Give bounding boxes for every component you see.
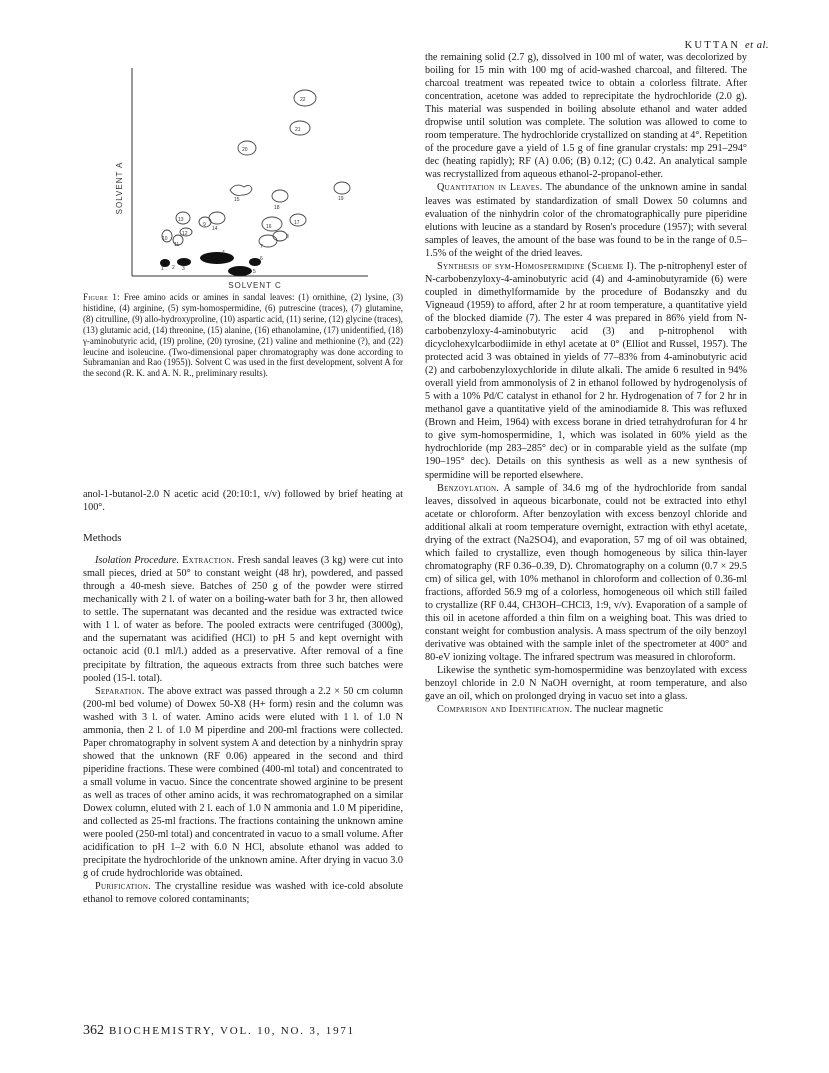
spot-3 [177,258,191,266]
likewise-paragraph: Likewise the synthetic sym-homospermidine was benzoylated with excess benzoyl chloride in 2.0 N NaOH overnight, at room temperature, and also gave an oil, which on prolonged drying in vacuo set into a glass. [425,665,747,703]
spot-label-12: 12 [182,231,188,237]
spot-label-18: 18 [274,205,280,211]
spot-label-13: 13 [178,217,184,223]
spot-label-22: 22 [300,97,306,103]
figure-caption [83,292,403,379]
spot-label-15: 15 [234,197,240,203]
spot-label-8: 8 [286,234,289,240]
page-footer [83,1023,355,1039]
page-number: 362 [83,1023,104,1038]
spot-label-9: 9 [203,222,206,228]
spot-label-3: 3 [182,266,185,272]
extraction-paragraph: Isolation Procedure. Extraction. Fresh sandal leaves (3 kg) were cut into small pieces, dried at 50° to constant weight (48 hr), powdered, and passed through a 40-mesh sieve. Batches of 250 g of the powder were stirred mechanically with 2 l. of water on a boiling-water bath for 3 hr, then allowed to settle. The supernatant was decanted and the residue was extracted twice with 1 l. of water as before. The pooled extracts were centrifuged (3000g), and the supernatant was acidified (HCl) to pH 5 and kept overnight with octanoic acid (0.1 ml/l.) added as a preservative. After removal of a fine precipitate by filtration, the aqueous extracts from three such batches were pooled (15-l. total). [83,555,404,684]
spot-label-17: 17 [294,220,300,226]
spot-8 [273,231,287,241]
spot-label-19: 19 [338,196,344,202]
journal-line: BIOCHEMISTRY, VOL. 10, NO. 3, 1971 [109,1025,355,1037]
spot-label-16: 16 [266,224,272,230]
y-axis-label: SOLVENT A [115,161,124,215]
spot-label-11: 11 [174,242,180,248]
spot-15 [230,185,252,195]
quantitation-paragraph: Quantitation in Leaves. The abundance of the unknown amine in sandal leaves was estimated by standardization of small Dowex 50 columns and evaluation of the ninhydrin color of the chromatographically pure piperidine elutions with leucine as a standard by Rosen's procedure (1957); with several samples of leaves, the amount of the base was found to be in the range of 0.5–1.5% of the weight of the dried leaves. [425,182,747,259]
spot-label-7: 7 [260,244,263,250]
chromatogram-figure [110,58,380,293]
spot-4 [200,252,234,264]
comparison-paragraph: Comparison and Identification. The nuclear magnetic [437,704,664,716]
spot-16 [262,217,282,231]
methods-heading: Methods [83,532,122,545]
caption-text: Free amino acids or amines in sandal leaves: (1) ornithine, (2) lysine, (3) histidine, (4) arginine, (5) sym-homospermidine, (6) putrescine (traces), (7) glutamine, (8) citrulline, (9) allo-hydroxyproline, (10) aspartic acid, (11) serine, (12) glycine (traces), (13) glutamic acid, (14) threonine, (15) alanine, (16) ethanolamine, (17) unidentified, (18) γ-aminobutyric acid, (19) proline, (20) tyrosine, (21) valine and methionine (?), and (22) leucine and isoleucine. (Two-dimensional paper chromatography was done according to Subramanian and Rao (1955)). Solvent C was used in the first development, solvent A for the second (R. K. and A. N. R., preliminary results). [83,292,404,379]
benzoylation-paragraph: Benzoylation. A sample of 34.6 mg of the hydrochloride from sandal leaves, dissolved in aqueous bicarbonate, could not be extracted into ethyl acetate or chloroform. After benzoylation with excess benzoyl chloride and additional alkali at room temperature overnight, extraction with ethyl acetate, drying of the extract (Na2SO4), and evaporation, 57 mg of oil was obtained, which failed to crystallize, even though homogeneous by silica thin-layer chromatography (RF 0.36–0.39, D). Chromatography on a column (0.7 × 29.5 cm) of silica gel, with 10% methanol in chloroform and collection of 0.36-ml fractions, afforded 56.9 mg of a colorless, homogeneous oil which still failed to crystallize (RF 0.44, CH3OH–CHCl3, 1:9, v/v). Evaporation of a sample of this oil in acetone afforded a thin film on a weighing boat. This was dried to constant weight for combustion analysis. A mass spectrum of the oily benzoyl derivative was obtained with the sample inlet of the spectrometer at 400° and 80-eV ionizing voltage. The infrared spectrum was measured in chloroform. [425,482,748,664]
carryover-paragraph: anol-1-butanol-2.0 N acetic acid (20:10:1, v/v) followed by brief heating at 100°. [83,489,403,514]
spot-label-14: 14 [212,226,218,232]
spot-18 [272,190,288,202]
spot-label-10: 10 [162,236,168,242]
purification-paragraph: Purification. The crystalline residue was washed with ice-cold absolute ethanol to remove colored contaminants; [83,881,403,906]
charcoal-paragraph: the remaining solid (2.7 g), dissolved in 100 ml of water, was decolorized by boiling for 15 min with 100 mg of acid-washed charcoal, and filtered. The charcoal treatment was repeated twice to obtain a colorless filtrate. After concentration, acetone was added to reprecipitate the hydrochloride (2.0 g). This material was suspended in boiling absolute ethanol and water added dropwise until solution was complete. The solution was allowed to come to room temperature. The hydrochloride crystallized on standing at 4°. Repetition of the procedure gave a yield of 1.5 g of fine granular crystals: mp 291–294° dec (heating rapidly); RF (A) 0.06; (B) 0.12; (C) 0.42. An analytical sample was recrystallized from aqueous ethanol-2-propanol-ether. [425,52,747,181]
left-column [83,488,403,906]
caption-label: Figure 1: [83,292,120,302]
spot-label-2: 2 [172,265,175,271]
spot-label-20: 20 [242,147,248,153]
right-column [425,51,747,716]
synthesis-paragraph: Synthesis of sym-Homospermidine (Scheme I). The p-nitrophenyl ester of N-carbobenzyloxy-4-aminobutyric acid (4) and 4-aminobutyramide (6) were coupled in dimethylformamide by the procedure of Bodanszky and du Vigneaud (1959) to afford, after 2 hr at room temperature, a quantitative yield of the blocked diamide (7). The ester 4 was prepared in 86% yield from N-carbobenzyloxy-4-aminobutyric acid (3) and p-nitrophenol with dicyclohexylcarbodiimide in ethyl acetate at 0° (Elliot and Russel, 1957). The protected acid 3 was obtained in yields of 77–83% from 4-aminobutyric acid (2) and carbobenzyloxychloride in dilute alkali. The amide 6 resulted in 94% overall yield from ammonolysis of 2 in ethanol followed by hydrogenolysis of 5 with a 10% Pd/C catalyst in ethanol for 2 hr. Hydrogenation of 7 for 2 hr in methanol gave a quantitative yield of the aminodiamide 8. This was refluxed (Brown and Heim, 1964) with excess borane in dried tetrahydrofuran for 4 hr to give sym-homospermidine, 1, which was isolated in 60% yield as the hydrochloride (mp 283–285° dec) or in comparable yield as the sulfate (mp 190–195° dec). Details on this synthesis as well as a new synthesis of spermidine will be reported elsewhere. [425,260,747,481]
spot-19 [334,182,350,194]
spot-label-1: 1 [161,266,164,272]
spot-label-6: 6 [260,256,263,262]
spot-label-4: 4 [222,250,225,256]
spot-5 [228,266,252,276]
spot-label-5: 5 [253,269,256,275]
x-axis-label: SOLVENT C [228,281,282,290]
separation-paragraph: Separation. The above extract was passed through a 2.2 × 50 cm column (200-ml bed volume) of Dowex 50-X8 (H+ form) resin and the column was washed with 3 l. of water. Amino acids were eluted with 1 l. of 1.0 N ammonia, then 2 l. of 1.0 M piperdine and 200-ml fractions were collected. Paper chromatography in solvent system A and detection by a ninhydrin spray showed that the unknown (RF 0.06) appeared in the second and third piperidine fractions. These were combined (400-ml total) and concentrated to a small volume in vacuo. Since the concentrate showed arginine to be present as well as traces of other amino acids, it was rechromatographed on a similar Dowex column, eluted with 2 l. each of 1.0 N ammonia and 1.0 M piperidine, and collected as 25-ml fractions. The fractions containing the unknown amine were pooled (250-ml total) and concentrated in vacuo to a small volume. After acidification to pH 1–2 with 6.0 N HCl, absolute ethanol was added to precipitate the hydrochloride of the unknown amine. After drying in vacuo 3.0 g of crude hydrochloride was obtained. [83,685,403,880]
running-head: KUTTAN et al. [684,40,769,51]
spot-label-21: 21 [295,127,301,133]
